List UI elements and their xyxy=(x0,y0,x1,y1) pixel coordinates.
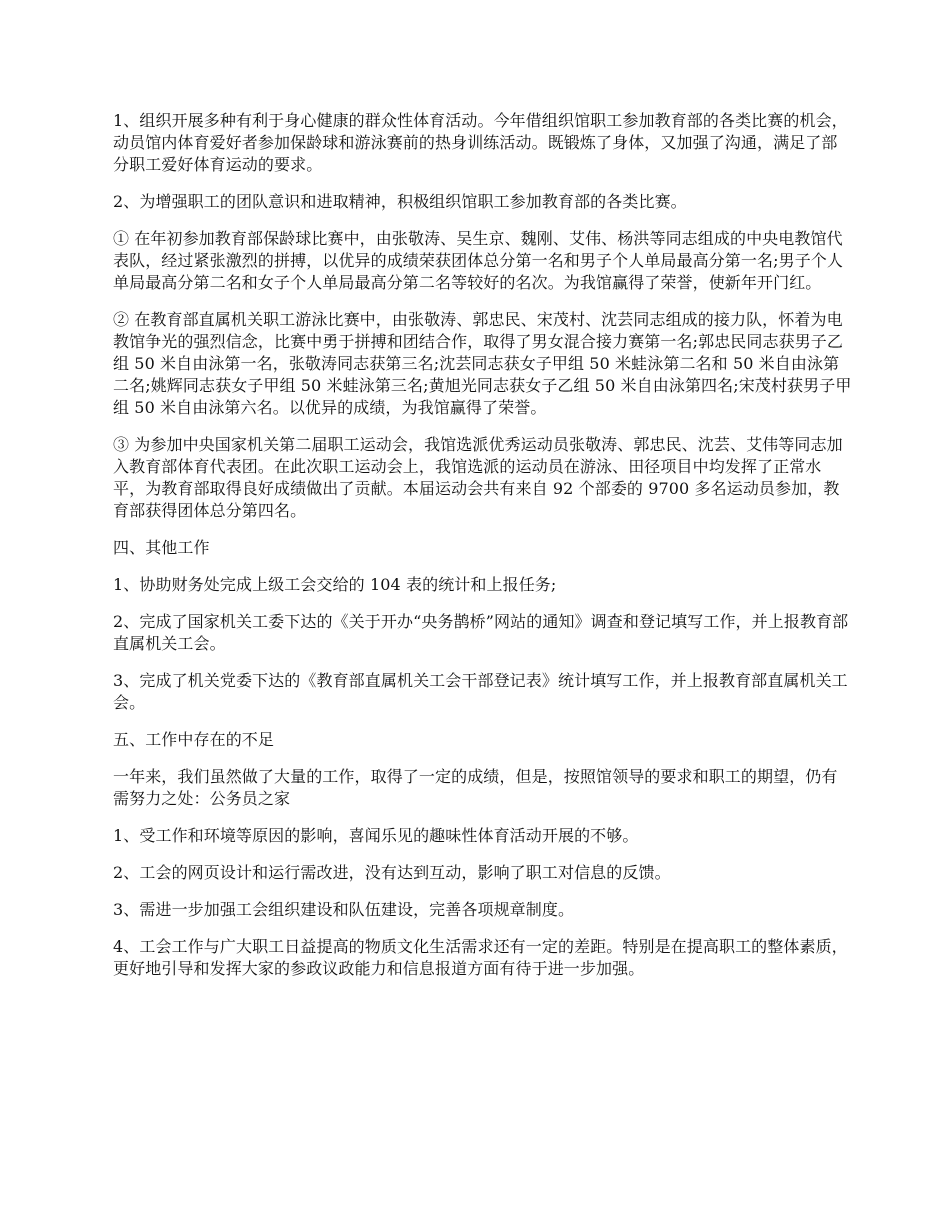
section-heading-shortcomings: 五、工作中存在的不足 xyxy=(113,730,275,749)
paragraph-other-work-2: 2、完成了国家机关工委下达的《关于开办“央务鹊桥”网站的通知》调查和登记填写工作，并上报教育部直属机关工会。 xyxy=(113,612,849,653)
paragraph-competitions: 2、为增强职工的团队意识和进取精神，积极组织馆职工参加教育部的各类比赛。 xyxy=(113,192,687,211)
paragraph-shortcoming-4: 4、工会工作与广大职工日益提高的物质文化生活需求还有一定的差距。特别是在提高职工的整体素质，更好地引导和发挥大家的参政议政能力和信息报道方面有待于进一步加强。 xyxy=(113,937,848,978)
paragraph-sports-meeting: ③ 为参加中央国家机关第二届职工运动会，我馆选派优秀运动员张敬涛、郭忠民、沈芸、艾伟等同志加入教育部体育代表团。在此次职工运动会上，我馆选派的运动员在游泳、田径项目中均发挥了正常水平，为教育部取得良好成绩做出了贡献。本届运动会共有来自 92 个部委的 9700 多名运动员参加，教育部获得团体总分第四名。 xyxy=(113,435,843,520)
paragraph-swimming: ② 在教育部直属机关职工游泳比赛中，由张敬涛、郭忠民、宋茂村、沈芸同志组成的接力队，怀着为电教馆争光的强烈信念，比赛中勇于拼搏和团结合作，取得了男女混合接力赛第一名;郭忠民同志获男子乙组 50 米自由泳第一名，张敬涛同志获第三名;沈芸同志获女子甲组 50 米蛙泳第二名和 50 米自由泳第二名;姚辉同志获女子甲组 50 米蛙泳第三名;黄旭光同志获女子乙组 50 米自由泳第四名;宋茂村获男子甲组 50 米自由泳第六名。以优异的成绩，为我馆赢得了荣誉。 xyxy=(113,310,852,417)
paragraph-activities: 1、组织开展多种有利于身心健康的群众性体育活动。今年借组织馆职工参加教育部的各类比赛的机会，动员馆内体育爱好者参加保龄球和游泳赛前的热身训练活动。既锻炼了身体，又加强了沟通，满足了部分职工爱好体育运动的要求。 xyxy=(113,111,848,174)
document-body xyxy=(113,110,853,995)
paragraph-other-work-3: 3、完成了机关党委下达的《教育部直属机关工会干部登记表》统计填写工作，并上报教育部直属机关工会。 xyxy=(113,671,848,712)
paragraph-bowling: ① 在年初参加教育部保龄球比赛中，由张敬涛、吴生京、魏刚、艾伟、杨洪等同志组成的中央电教馆代表队，经过紧张激烈的拼搏，以优异的成绩荣获团体总分第一名和男子个人单局最高分第一名;男子个人单局最高分第二名和女子个人单局最高分第二名等较好的名次。为我馆赢得了荣誉，使新年开门红。 xyxy=(113,229,843,292)
section-heading-other-work: 四、其他工作 xyxy=(113,538,210,557)
paragraph-shortcoming-2: 2、工会的网页设计和运行需改进，没有达到互动，影响了职工对信息的反馈。 xyxy=(113,863,671,882)
paragraph-shortcomings-intro: 一年来，我们虽然做了大量的工作，取得了一定的成绩，但是，按照馆领导的要求和职工的期望，仍有需努力之处：公务员之家 xyxy=(113,767,838,808)
paragraph-other-work-1: 1、协助财务处完成上级工会交给的 104 表的统计和上报任务; xyxy=(113,575,557,594)
paragraph-shortcoming-3: 3、需进一步加强工会组织建设和队伍建设，完善各项规章制度。 xyxy=(113,900,575,919)
paragraph-shortcoming-1: 1、受工作和环境等原因的影响，喜闻乐见的趣味性体育活动开展的不够。 xyxy=(113,826,639,845)
